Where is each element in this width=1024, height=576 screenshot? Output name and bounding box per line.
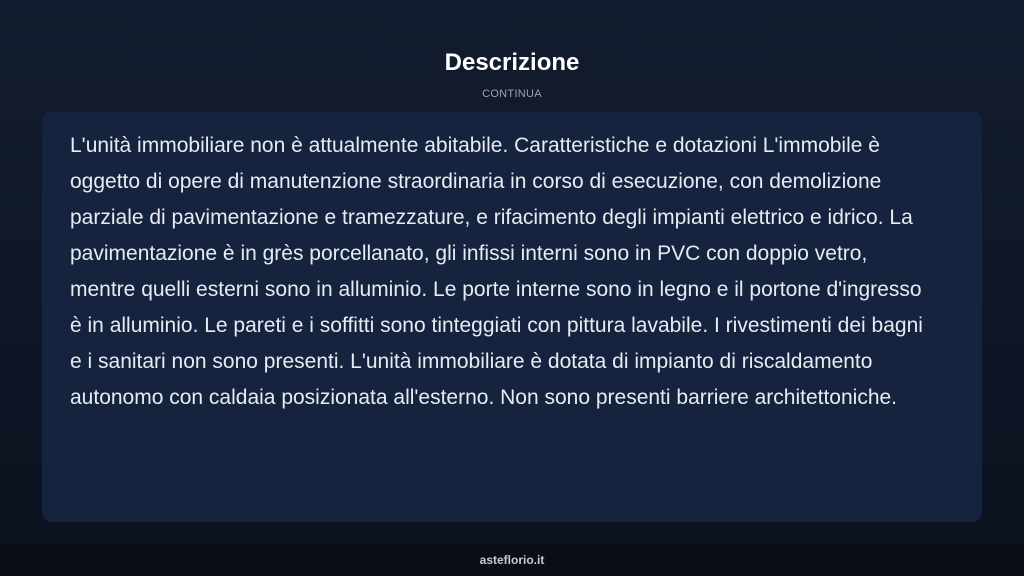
footer [0, 544, 1024, 576]
description-text: L'unità immobiliare non è attualmente abitabile. Caratteristiche e dotazioni L'immobile è oggetto di opere di manutenzione straordinaria in corso di esecuzione, con demolizione parziale di pavimentazione e tramezzature, e rifacimento degli impianti elettrico e idrico. La pavimentazione è in grès porcellanato, gli infissi interni sono in PVC con doppio vetro, mentre quelli esterni sono in alluminio. Le porte interne sono in legno e il portone d'ingresso è in alluminio. Le pareti e i soffitti sono tinteggiati con pittura lavabile. I rivestimenti dei bagni e i sanitari non sono presenti. L'unità immobiliare è dotata di impianto di riscaldamento autonomo con caldaia posizionata all'esterno. Non sono presenti barriere architettoniche. [70, 134, 923, 409]
page-title: Descrizione [444, 49, 580, 76]
header [0, 48, 1024, 102]
continue-link[interactable]: CONTINUA [482, 88, 542, 100]
footer-site-name: asteflorio.it [479, 553, 545, 567]
description-card [42, 112, 982, 522]
